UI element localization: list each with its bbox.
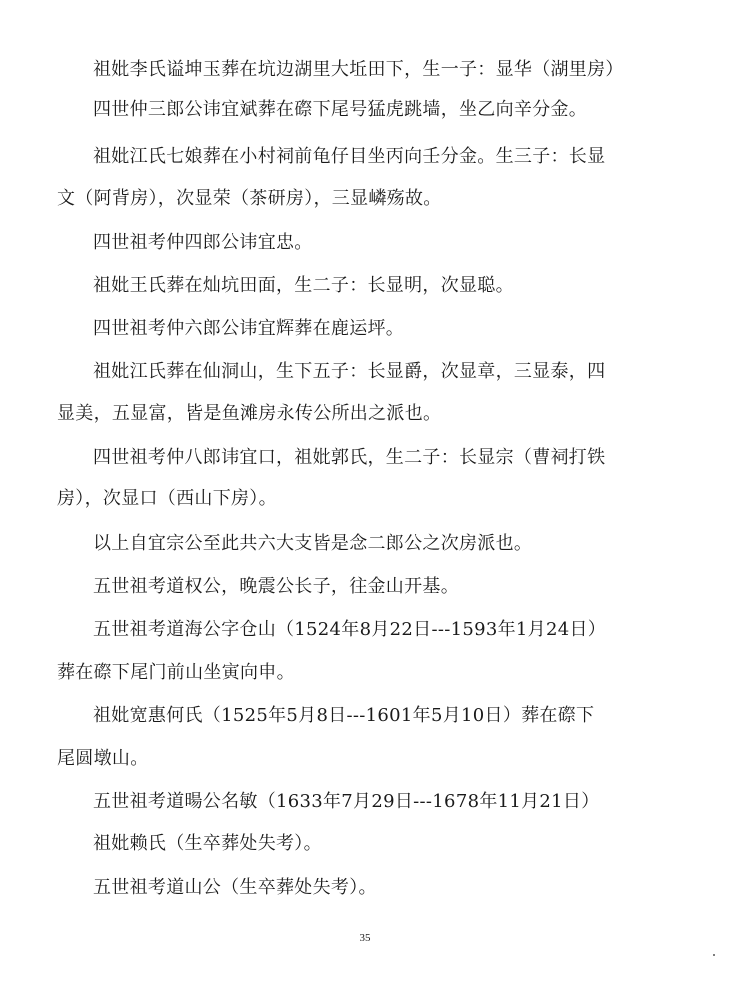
text-line-14: 五世祖考道海公字仓山（1524年8月22日---1593年1月24日） — [93, 619, 607, 640]
page-number: 35 — [359, 932, 371, 944]
text-line-20: 五世祖考道山公（生卒葬处失考）。 — [93, 877, 377, 898]
text-line-1: 祖妣李氏谥坤玉葬在坑边湖里大坵田下，生一子：显华（湖里房） — [93, 59, 624, 80]
text-line-18: 五世祖考道暘公名敏（1633年7月29日---1678年11月21日） — [93, 791, 600, 812]
text-line-7: 四世祖考仲六郎公讳宜辉葬在鹿运坪。 — [93, 318, 405, 339]
text-line-16: 祖妣宽惠何氏（1525年5月8日---1601年5月10日）葬在磜下 — [93, 705, 595, 726]
text-line-12: 以上自宜宗公至此共六大支皆是念二郎公之次房派也。 — [93, 533, 533, 554]
text-line-3: 祖妣江氏七娘葬在小村祠前龟仔目坐丙向壬分金。生三子：长显 — [93, 146, 606, 167]
scan-speck — [713, 954, 715, 956]
text-line-10: 四世祖考仲八郎讳宜口，祖妣郭氏，生二子：长显宗（曹祠打铁 — [93, 447, 606, 468]
text-line-11: 房），次显口（西山下房）。 — [57, 488, 277, 509]
text-line-5: 四世祖考仲四郎公讳宜忠。 — [93, 232, 313, 253]
text-line-15: 葬在磜下尾门前山坐寅向申。 — [57, 662, 295, 683]
text-line-4: 文（阿背房），次显荣（茶研房），三显嶙殇故。 — [57, 188, 442, 209]
text-line-8: 祖妣江氏葬在仙洞山，生下五子：长显爵，次显章，三显泰，四 — [93, 361, 606, 382]
text-line-13: 五世祖考道权公，晚震公长子，往金山开基。 — [93, 576, 459, 597]
text-line-19: 祖妣赖氏（生卒葬处失考）。 — [93, 833, 322, 854]
text-line-2: 四世仲三郎公讳宜斌葬在磜下尾号猛虎跳墙，坐乙向辛分金。 — [93, 99, 588, 120]
text-line-6: 祖妣王氏葬在灿坑田面，生二子：长显明，次显聪。 — [93, 275, 514, 296]
text-line-9: 显美，五显富，皆是鱼滩房永传公所出之派也。 — [57, 403, 442, 424]
text-line-17: 尾圆墩山。 — [57, 748, 149, 769]
